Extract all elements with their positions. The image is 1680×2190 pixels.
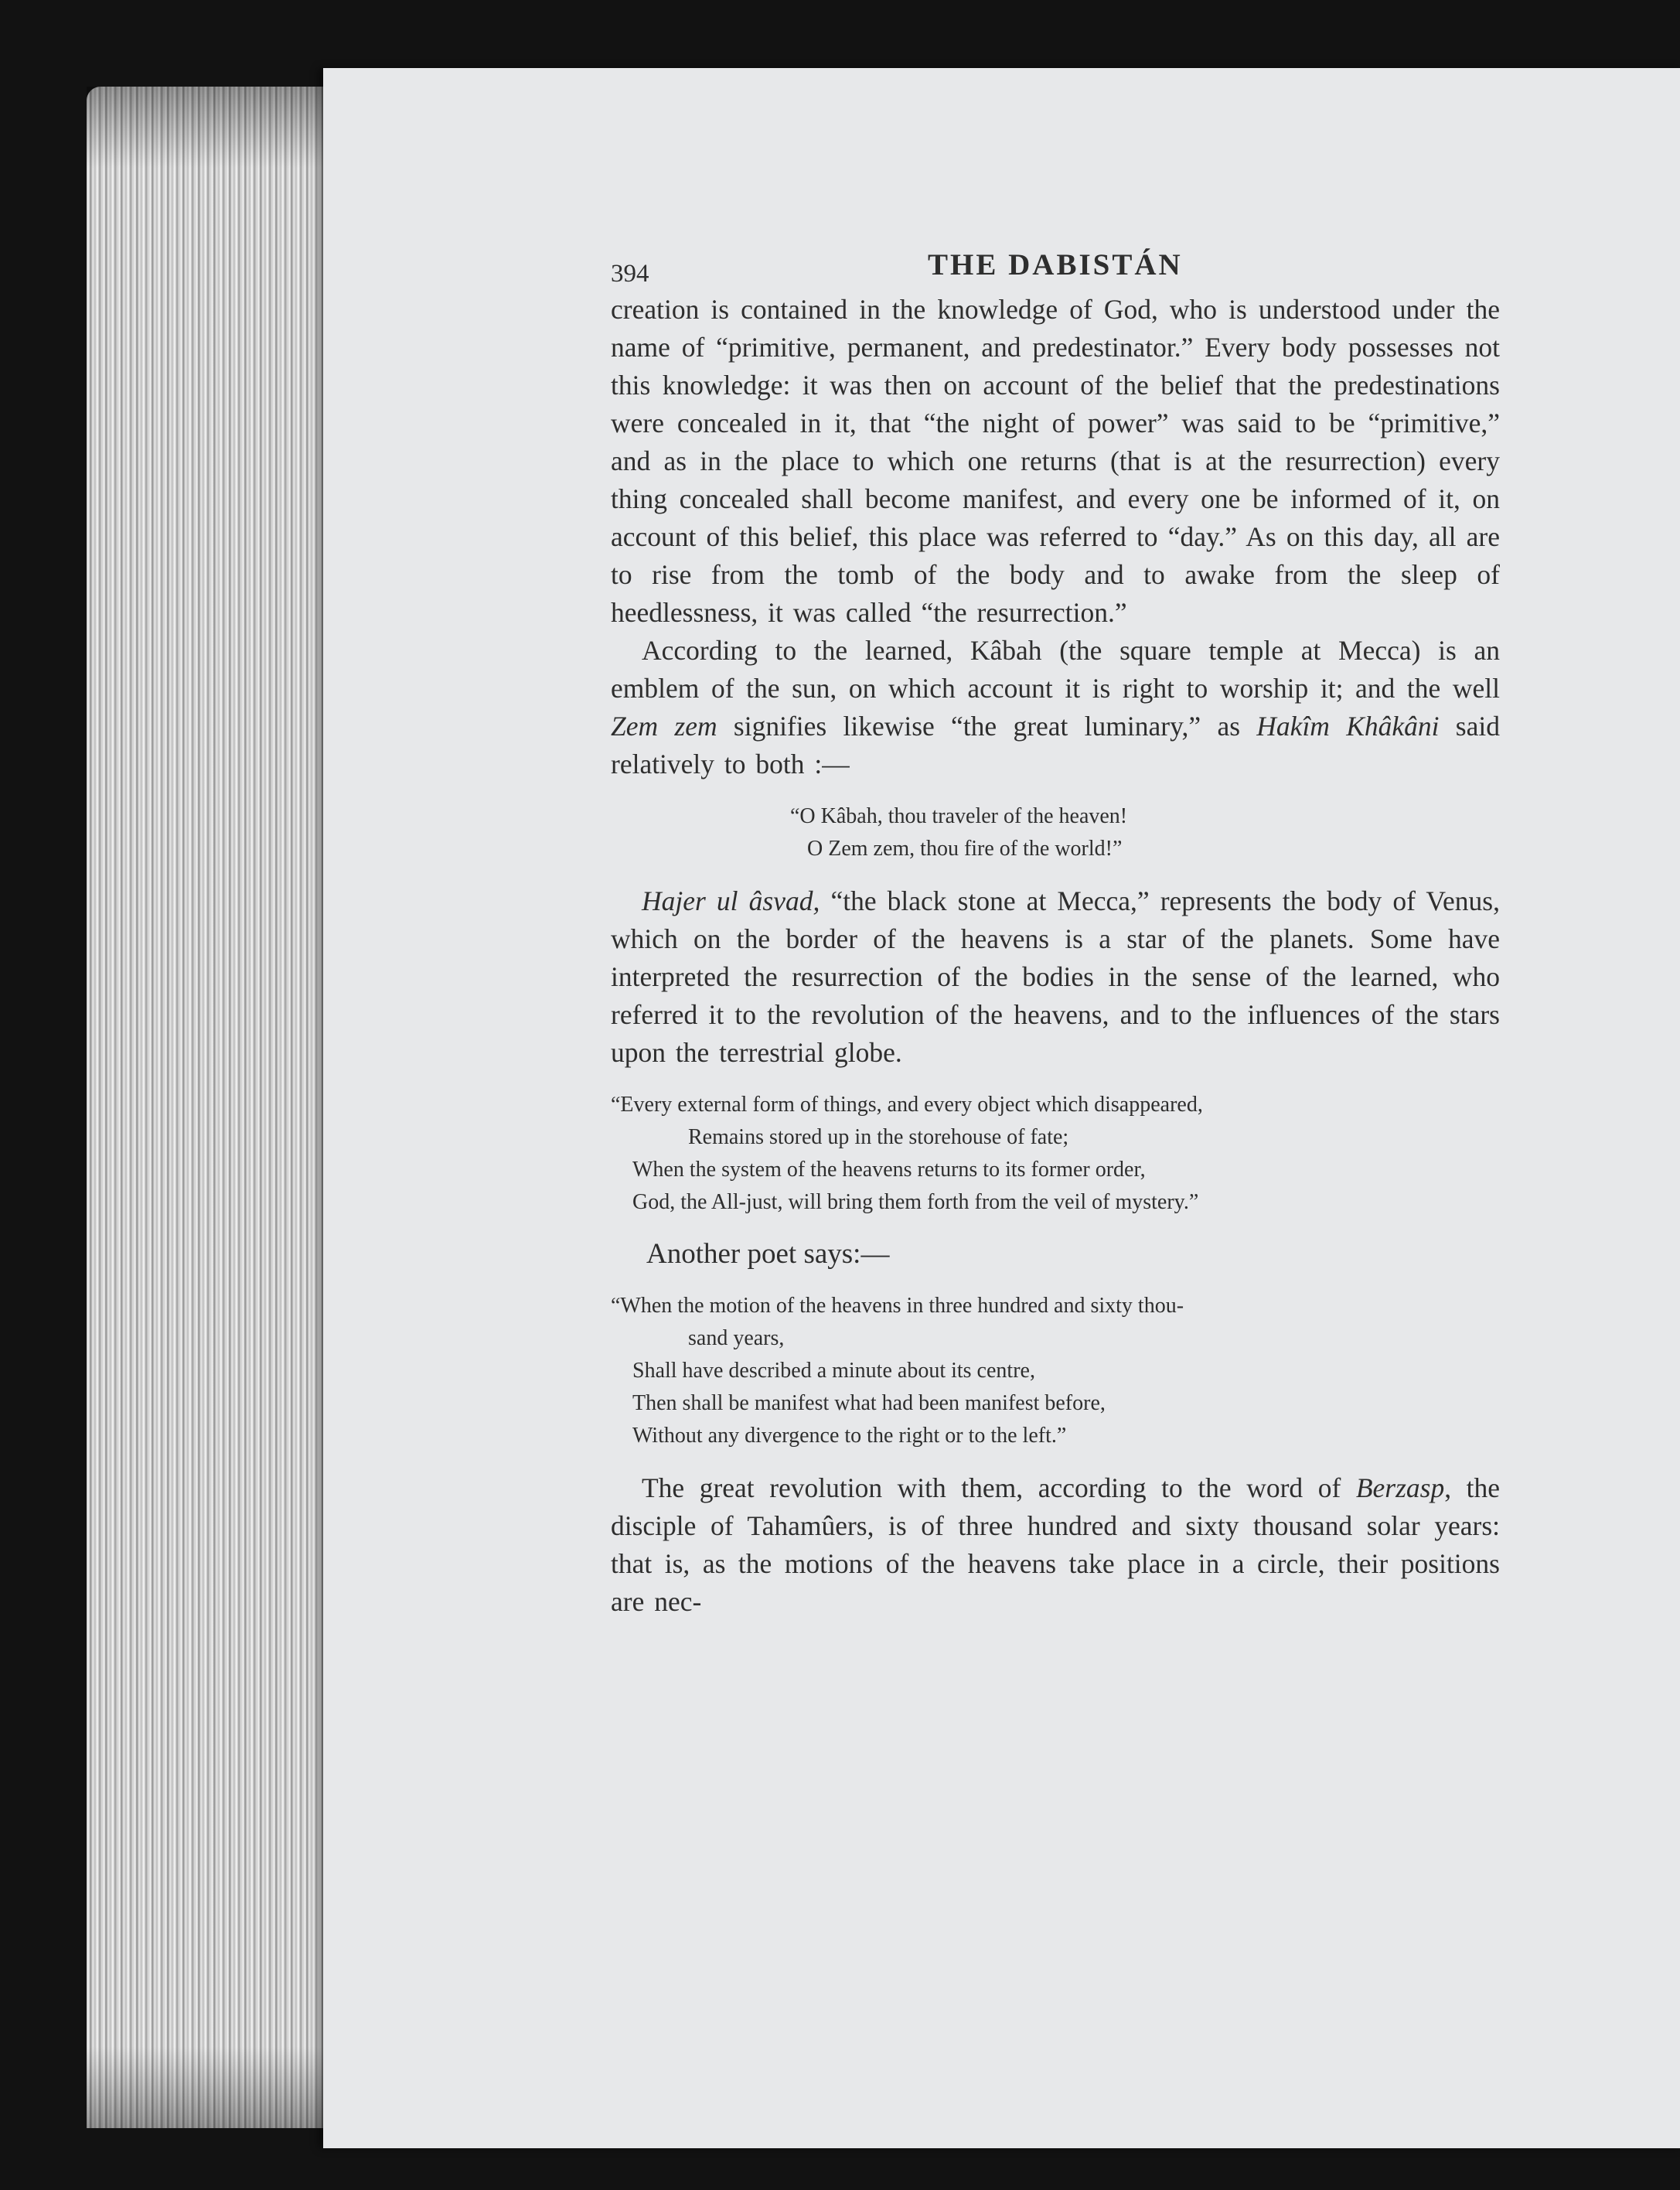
paragraph-4: The great revolution with them, according to the word of Berzasp, the disciple of Tahamûers, is of three hundred and sixty thousand solar years: that is, as the motions of the heavens take place in a circle, their positions are nec- xyxy=(611,1472,1500,1617)
paragraph-3: Hajer ul âsvad, “the black stone at Mecca,” represents the body of Venus, which on the border of the heavens is a star of the planets. Some have interpreted the resurrection of the bodies in the sense of the learned, who referred it to the revolution of the heavens, and to the influences of the stars upon the terrestrial globe. xyxy=(611,885,1500,1068)
verse-kabah xyxy=(611,800,1500,865)
verse-line: Then shall be manifest what had been manifest before, xyxy=(632,1391,1106,1415)
page-header xyxy=(611,244,1500,291)
verse-line: “Every external form of things, and every object which disappeared, xyxy=(611,1093,1203,1117)
italic-name-berzasp: Berzasp xyxy=(1355,1472,1445,1503)
another-poet-says: Another poet says:— xyxy=(646,1238,890,1270)
verse-line: O Zem zem, thou fire of the world!” xyxy=(807,837,1123,861)
book-page-edges xyxy=(87,87,326,2128)
verse-line: Remains stored up in the storehouse of fate; xyxy=(688,1125,1069,1149)
verse-line: “When the motion of the heavens in three hundred and sixty thou- xyxy=(611,1294,1184,1318)
page-number: 394 xyxy=(611,260,649,288)
verse-line: “O Kâbah, thou traveler of the heaven! xyxy=(790,804,1128,828)
verse-external-form xyxy=(611,1089,1500,1219)
page-content xyxy=(611,244,1500,1621)
verse-motion-of-heavens xyxy=(611,1290,1500,1452)
verse-line: Shall have described a minute about its centre, xyxy=(632,1359,1035,1383)
italic-name-hakim-khakani: Hakîm Khâkâni xyxy=(1256,711,1440,742)
verse-line: sand years, xyxy=(688,1326,785,1350)
verse-line: God, the All-just, will bring them forth from the veil of mystery.” xyxy=(632,1190,1199,1214)
paragraph-2: According to the learned, Kâbah (the square temple at Mecca) is an emblem of the sun, on which account it is right to worship it; and the well Zem zem signifies likewise “the great luminary,” as Hakîm Khâkâni said relatively to both :— xyxy=(611,635,1500,779)
verse-line: Without any divergence to the right or to the left.” xyxy=(632,1424,1067,1448)
italic-term-hajer-ul-asvad: Hajer ul âsvad, xyxy=(642,885,820,916)
paragraph-1: creation is contained in the knowledge of God, who is understood under the name of “primitive, permanent, and predestinator.” Every body possesses not this knowledge: it was then on account of the belief that the predestinations were concealed in it, that “the night of power” was said to be “primitive,” and as in the place to which one returns (that is at the resurrection) every thing concealed shall become manifest, and every one be informed of it, on account of this belief, this place was referred to “day.” As on this day, all are to rise from the tomb of the body and to awake from the sleep of heedlessness, it was called “the resurrection.” xyxy=(611,294,1500,628)
italic-term-zem-zem: Zem zem xyxy=(611,711,717,742)
running-title: THE DABISTÁN xyxy=(928,248,1183,281)
verse-line: When the system of the heavens returns to its former order, xyxy=(632,1158,1146,1182)
